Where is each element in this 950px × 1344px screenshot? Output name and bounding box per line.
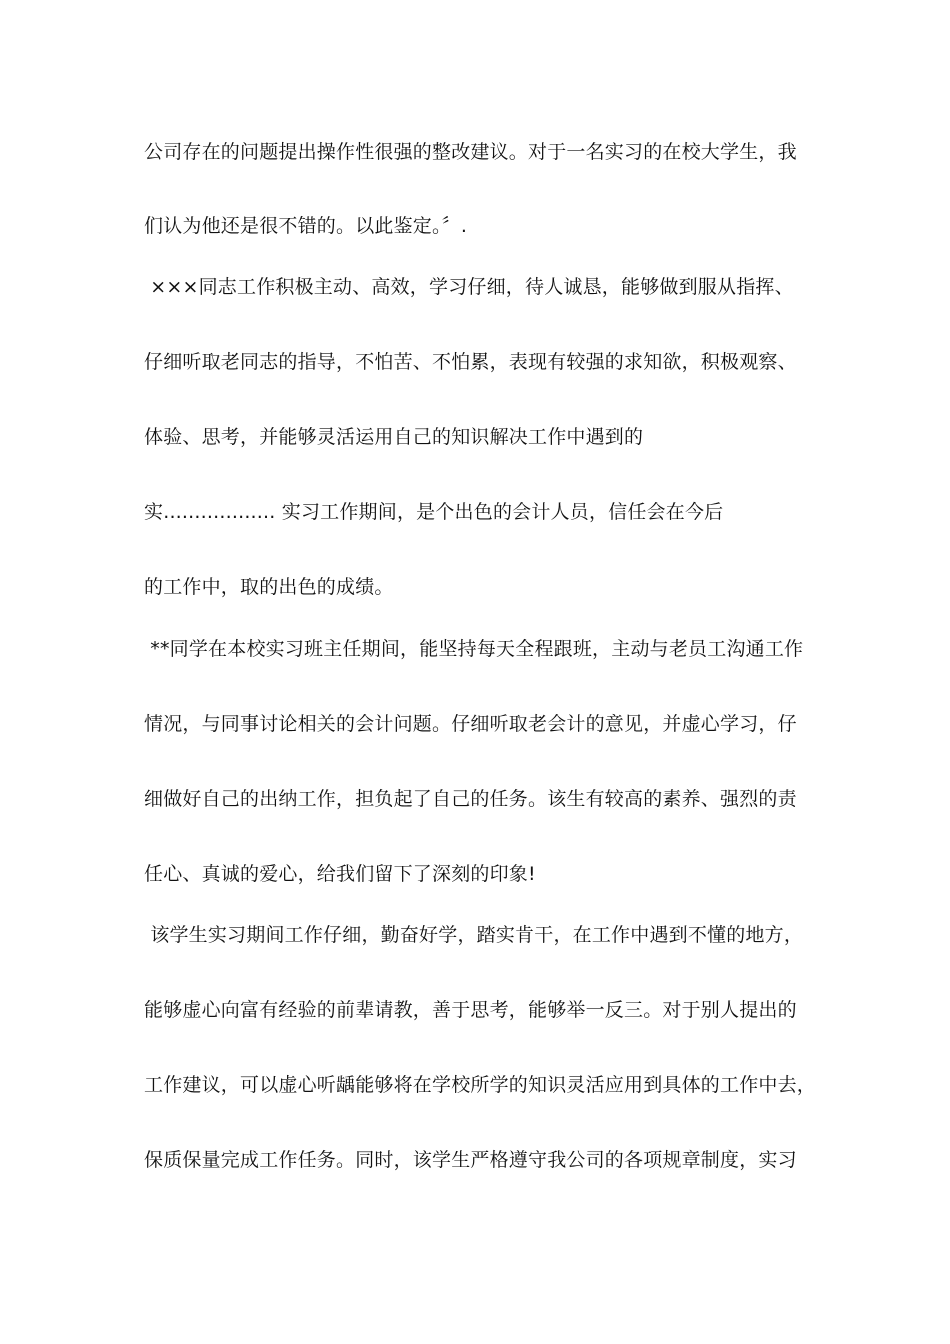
- text-line: 体验、思考，并能够灵活运用自己的知识解决工作中遇到的: [144, 426, 644, 448]
- text-line: 们认为他还是很不错的。以此鉴定。〞.: [144, 215, 468, 237]
- text-line: 细做好自己的出纳工作，担负起了自己的任务。该生有较高的素养、强烈的责: [144, 788, 797, 810]
- text-line: ×××同志工作积极主动、高效，学习仔细，待人诚恳，能够做到服从指挥、: [144, 276, 794, 298]
- text-line: 仔细听取老同志的指导，不怕苦、不怕累，表现有较强的求知欲，积极观察、: [144, 351, 797, 373]
- text-line: 的工作中，取的出色的成绩。: [144, 576, 394, 598]
- text-line: 工作建议，可以虚心听龋能够将在学校所学的知识灵活应用到具体的工作中去，: [144, 1074, 817, 1096]
- text-line: 能够虚心向富有经验的前辈请教，善于思考，能够举一反三。对于别人提出的: [144, 999, 797, 1021]
- text-line: 任心、真诚的爱心，给我们留下了深刻的印象!: [144, 863, 536, 885]
- text-line: 实.................. 实习工作期间，是个出色的会计人员，信任会在今后: [144, 501, 724, 523]
- text-line: 公司存在的问题提出操作性很强的整改建议。对于一名实习的在校大学生，我: [144, 141, 797, 163]
- text-line: 保质保量完成工作任务。同时，该学生严格遵守我公司的各项规章制度，实习: [144, 1149, 797, 1171]
- text-line: **同学在本校实习班主任期间，能坚持每天全程跟班，主动与老员工沟通工作: [144, 638, 804, 660]
- text-line: 该学生实习期间工作仔细，勤奋好学，踏实肯干，在工作中遇到不懂的地方，: [144, 924, 804, 946]
- text-line: 情况，与同事讨论相关的会计问题。仔细听取老会计的意见，并虚心学习，仔: [144, 713, 797, 735]
